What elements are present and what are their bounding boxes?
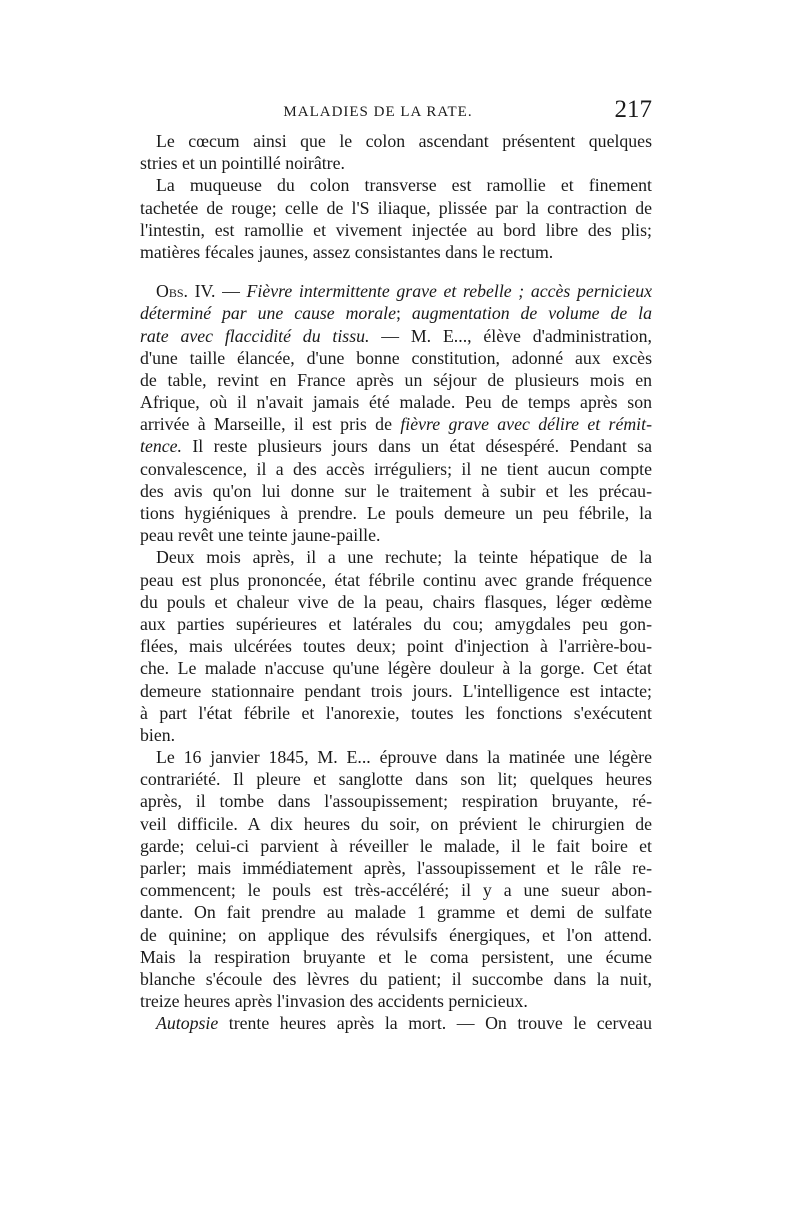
text-line [140, 1012, 652, 1034]
running-title: MALADIES DE LA RATE. [283, 104, 473, 120]
observation-heading-line [140, 280, 652, 302]
text-line: à part l'état fébrile et l'anorexie, toutes les fonctions s'exécutent [140, 702, 652, 723]
section-gap [140, 263, 652, 280]
observation-heading-line [140, 302, 652, 324]
text-line: flées, mais ulcérées toutes deux; point d'injection à l'arrière-bou- [140, 636, 652, 657]
text-line: commencent; le pouls est très-accéléré; il y a une sueur abon- [140, 880, 652, 901]
diagnosis-text: tence. [140, 436, 182, 457]
text-line: aux parties supérieures et latérales du cou; amygdales peu gon- [140, 613, 652, 634]
text-line: che. Le malade n'accuse qu'une légère douleur à la gorge. Cet état [140, 658, 652, 679]
text-line: de quinine; on applique des révulsifs énergiques, et l'on attend. [140, 924, 652, 945]
punctuation: ; [395, 303, 412, 324]
text-line: La muqueuse du colon transverse est ramollie et finement [156, 175, 652, 196]
text-line: veil difficile. A dix heures du soir, on prévient le chirurgien de [140, 813, 652, 834]
observation-title: Fièvre intermittente grave et rebelle ; accès pernicieux [246, 281, 652, 302]
text-line: stries et un pointillé noirâtre. [140, 153, 345, 174]
page-header [140, 96, 652, 126]
diagnosis-text: fièvre grave avec délire et rémit- [400, 414, 652, 435]
observation-title: déterminé par une cause morale [140, 303, 396, 324]
text-line: des avis qu'on lui donne sur le traitement à subir et les précau- [140, 480, 652, 501]
text-line: après, il tombe dans l'assoupissement; respiration bruyante, ré- [140, 791, 652, 812]
text-line: de table, revint en France après un séjour de plusieurs mois en [140, 369, 652, 390]
text-line: tions hygiéniques à prendre. Le pouls demeure un peu fébrile, la [140, 503, 652, 523]
text-line: peau est plus prononcée, état fébrile continu avec grande fréquence [140, 569, 652, 590]
text-segment: arrivée à Marseille, il est pris de [140, 414, 401, 435]
text-line: convalescence, il a des accès irréguliers; il ne tient aucun compte [140, 458, 652, 479]
text-line: l'intestin, est ramollie et vivement injectée au bord libre des plis; [140, 219, 652, 240]
text-line: demeure stationnaire pendant trois jours. L'intelligence est intacte; [140, 680, 652, 701]
text-line: Le cœcum ainsi que le colon ascendant présentent quelques [156, 131, 652, 151]
text-line: d'une taille élancée, d'une bonne constitution, adonné aux excès [140, 347, 652, 368]
observation-title: rate avec flaccidité du tissu. [140, 325, 370, 346]
observation-title: augmentation de volume de la [411, 303, 652, 324]
text-line: Le 16 janvier 1845, M. E... éprouve dans la matinée une légère [156, 747, 652, 768]
text-line: blanche s'écoule des lèvres du patient; il succombe dans la nuit, [140, 968, 652, 989]
text-line: matières fécales jaunes, assez consistantes dans le rectum. [140, 241, 554, 262]
text-line: dante. On fait prendre au malade 1 gramme et demi de sulfate [140, 902, 652, 923]
text-line: bien. [140, 724, 176, 745]
text-line: peau revêt une teinte jaune-paille. [140, 525, 381, 546]
observation-heading-line [140, 325, 652, 347]
text-segment: Il reste plusieurs jours dans un état désespéré. Pendant sa [181, 436, 652, 457]
text-line: Afrique, où il n'avait jamais été malade. Peu de temps après son [140, 392, 652, 413]
text-line: garde; celui-ci parvient à réveiller le malade, il le fait boire et [140, 835, 652, 856]
text-line [140, 413, 652, 435]
text-line: contrariété. Il pleure et sanglotte dans son lit; quelques heures [140, 769, 652, 790]
body-text [140, 130, 652, 1035]
text-line: Mais la respiration bruyante et le coma persistent, une écume [140, 946, 652, 967]
text-line: tachetée de rouge; celle de l'S iliaque, plissée par la contraction de [140, 197, 652, 218]
observation-label: Obs. IV. — [156, 281, 240, 302]
text-line: parler; mais immédiatement après, l'assoupissement et le râle re- [140, 858, 652, 878]
text-line: treize heures après l'invasion des accidents pernicieux. [140, 991, 528, 1012]
autopsie-heading: Autopsie [156, 1013, 219, 1034]
text-line: Deux mois après, il a une rechute; la teinte hépatique de la [156, 547, 652, 568]
text-segment: — M. E..., élève d'administration, [369, 325, 652, 346]
page-number: 217 [614, 96, 652, 123]
text-line: du pouls et chaleur vive de la peau, chairs flasques, léger œdème [140, 591, 652, 612]
text-segment: trente heures après la mort. — On trouve le cerveau [218, 1013, 652, 1034]
text-line [140, 435, 652, 457]
